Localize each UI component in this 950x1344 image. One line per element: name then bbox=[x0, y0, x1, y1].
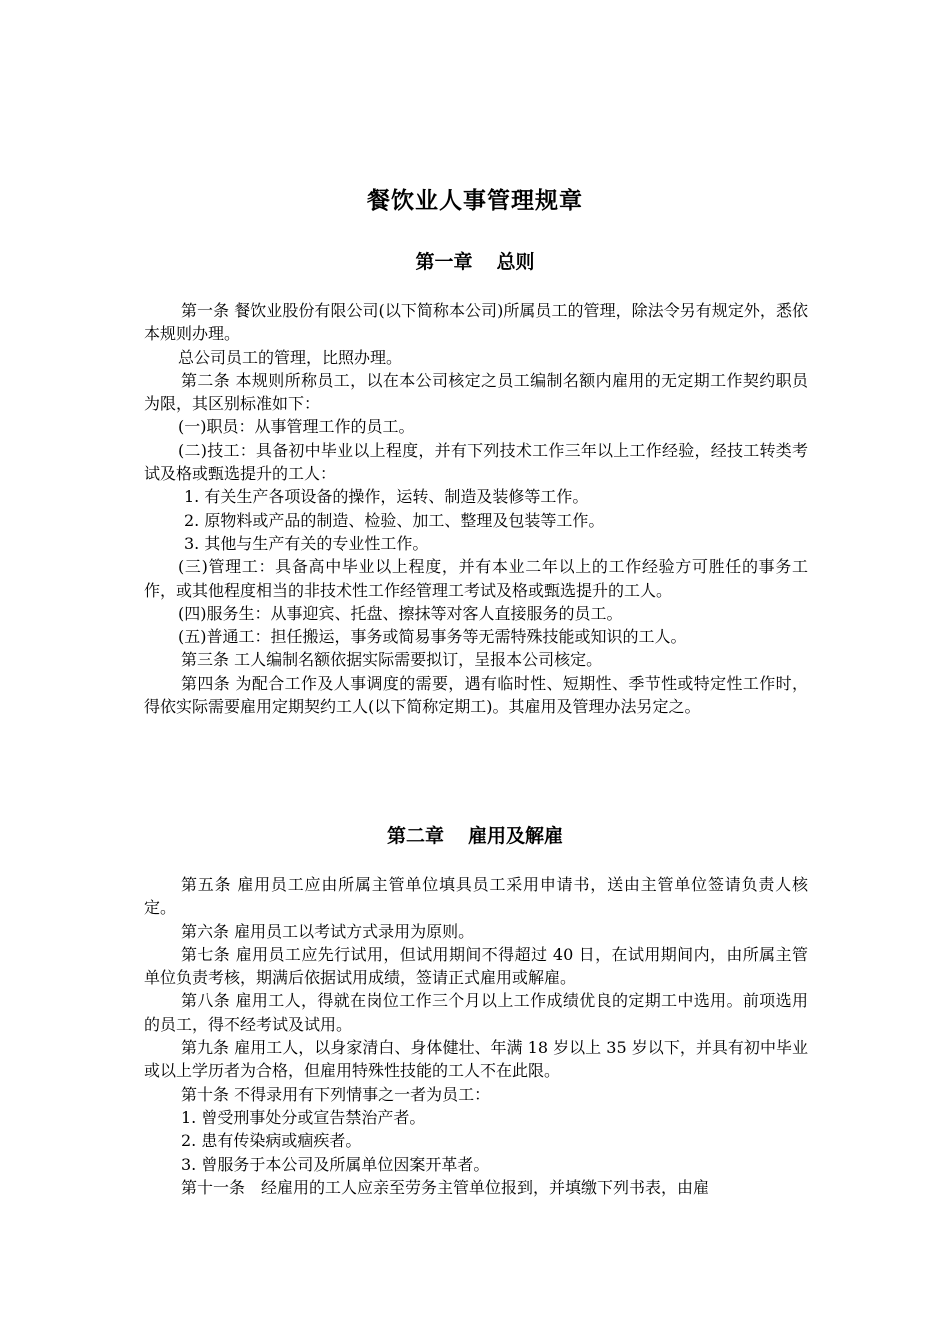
article-3: 第三条 工人编制名额依据实际需要拟订，呈报本公司核定。 bbox=[181, 650, 603, 670]
chapter-label: 第一章 bbox=[415, 251, 473, 273]
article-9: 第九条 雇用工人，以身家清白、身体健壮、年满 18 岁以上 35 岁以下，并具有初中毕业或以上学历者为合格，但雇用特殊性技能的工人不在此限。 bbox=[144, 1038, 808, 1081]
list-item: 1. 有关生产各项设备的操作，运转、制造及装修等工作。 bbox=[184, 487, 589, 507]
chapter-heading-1 bbox=[0, 247, 950, 274]
chapter-2-body bbox=[144, 873, 808, 1199]
category-item: (五)普通工：担任搬运，事务或简易事务等无需特殊技能或知识的工人。 bbox=[178, 627, 687, 647]
chapter-name: 总则 bbox=[496, 251, 535, 273]
article-4: 第四条 为配合工作及人事调度的需要，遇有临时性、短期性、季节性或特定性工作时，得依实际需要雇用定期契约工人(以下简称定期工)。其雇用及管理办法另定之。 bbox=[144, 673, 808, 717]
article-1: 第一条 餐饮业股份有限公司(以下简称本公司)所属员工的管理，除法令另有规定外，悉依本规则办理。 bbox=[144, 301, 808, 344]
chapter-1-body bbox=[144, 299, 808, 718]
list-item: 3. 其他与生产有关的专业性工作。 bbox=[184, 533, 429, 553]
list-item: 1. 曾受刑事处分或宣告禁治产者。 bbox=[181, 1107, 426, 1127]
article-11: 第十一条 经雇用的工人应亲至劳务主管单位报到，并填缴下列书表，由雇 bbox=[181, 1177, 710, 1197]
paragraph: 总公司员工的管理，比照办理。 bbox=[178, 347, 403, 367]
chapter-label: 第二章 bbox=[386, 825, 444, 847]
document-title: 餐饮业人事管理规章 bbox=[367, 187, 583, 214]
category-item: (二)技工：具备初中毕业以上程度，并有下列技术工作三年以上工作经验，经技工转类考试及格或甄选提升的工人： bbox=[144, 440, 808, 484]
chapter-heading-2 bbox=[0, 821, 950, 848]
article-5: 第五条 雇用员工应由所属主管单位填具员工采用申请书，送由主管单位签请负责人核定。 bbox=[144, 875, 808, 918]
article-6: 第六条 雇用员工以考试方式录用为原则。 bbox=[181, 921, 475, 941]
article-8: 第八条 雇用工人，得就在岗位工作三个月以上工作成绩优良的定期工中选用。前项选用的员工，得不经考试及试用。 bbox=[144, 991, 808, 1034]
category-item: (三)管理工：具备高中毕业以上程度，并有本业二年以上的工作经验方可胜任的事务工作，或其他程度相当的非技术性工作经管理工考试及格或甄选提升的工人。 bbox=[144, 557, 808, 600]
category-item: (四)服务生：从事迎宾、托盘、擦抹等对客人直接服务的员工。 bbox=[178, 603, 623, 623]
chapter-name: 雇用及解雇 bbox=[468, 825, 564, 847]
article-7: 第七条 雇用员工应先行试用，但试用期间不得超过 40 日，在试用期间内，由所属主管单位负责考核，期满后依据试用成绩，签请正式雇用或解雇。 bbox=[144, 944, 808, 988]
list-item: 2. 原物料或产品的制造、检验、加工、整理及包装等工作。 bbox=[184, 510, 605, 530]
list-item: 2. 患有传染病或痼疾者。 bbox=[181, 1131, 362, 1151]
article-10: 第十条 不得录用有下列情事之一者为员工： bbox=[181, 1084, 491, 1104]
list-item: 3. 曾服务于本公司及所属单位因案开革者。 bbox=[181, 1154, 490, 1174]
category-item: (一)职员：从事管理工作的员工。 bbox=[178, 417, 415, 437]
article-2: 第二条 本规则所称员工，以在本公司核定之员工编制名额内雇用的无定期工作契约职员为限，其区别标准如下： bbox=[144, 370, 808, 414]
